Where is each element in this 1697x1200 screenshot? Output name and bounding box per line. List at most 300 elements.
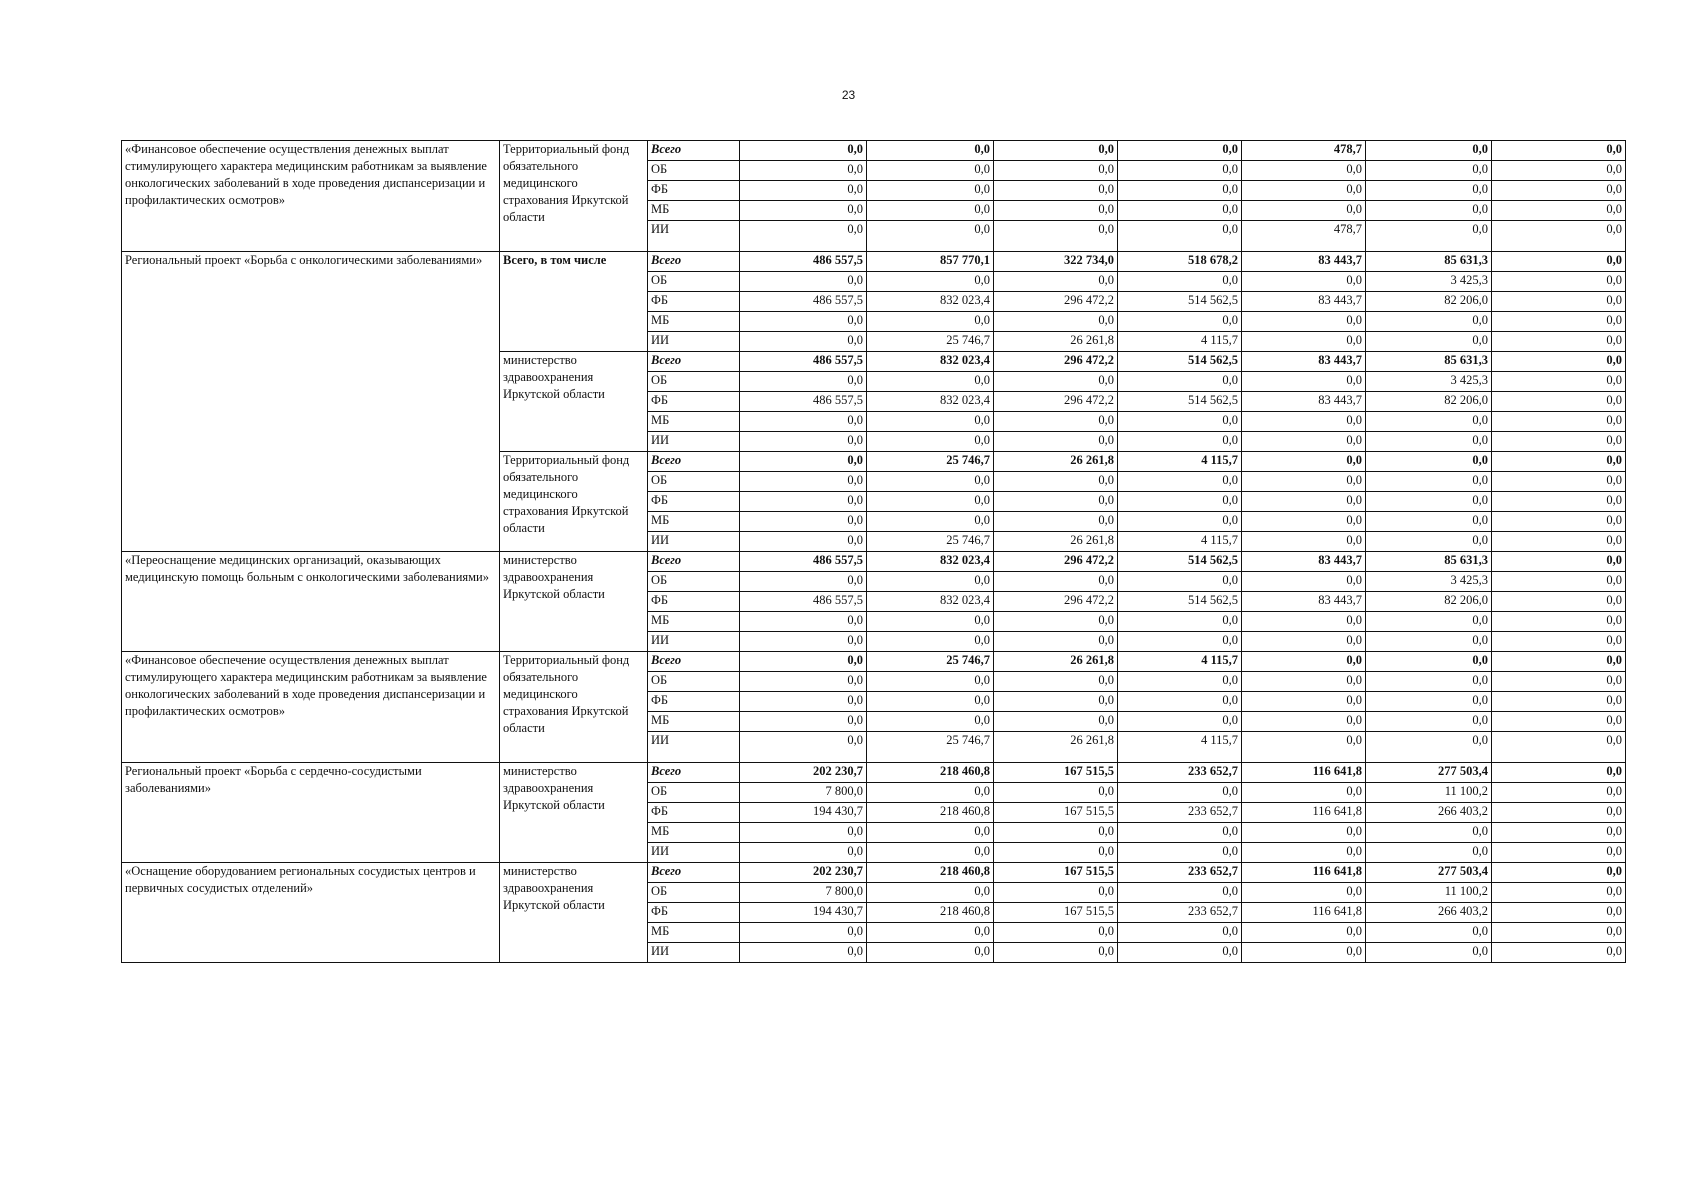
amount-cell: 0,0 — [1118, 201, 1242, 221]
amount-cell: 82 206,0 — [1366, 392, 1492, 412]
amount-cell: 832 023,4 — [867, 552, 994, 572]
amount-cell: 0,0 — [1242, 512, 1366, 532]
amount-cell: 486 557,5 — [740, 392, 867, 412]
amount-cell: 277 503,4 — [1366, 763, 1492, 783]
amount-cell: 0,0 — [994, 492, 1118, 512]
amount-cell: 0,0 — [1242, 332, 1366, 352]
amount-cell: 0,0 — [867, 783, 994, 803]
program-name-cell: Региональный проект «Борьба с сердечно-сосудистыми заболеваниями» — [122, 763, 500, 863]
amount-cell: 0,0 — [867, 632, 994, 652]
executor-cell: министерство здравоохранения Иркутской области — [500, 352, 648, 452]
amount-cell: 0,0 — [1492, 803, 1626, 823]
amount-cell: 0,0 — [1242, 612, 1366, 632]
funding-source-cell: ИИ — [648, 432, 740, 452]
amount-cell: 11 100,2 — [1366, 883, 1492, 903]
amount-cell: 25 746,7 — [867, 652, 994, 672]
amount-cell: 0,0 — [1492, 181, 1626, 201]
amount-cell: 0,0 — [1366, 221, 1492, 252]
amount-cell: 0,0 — [1366, 672, 1492, 692]
amount-cell: 0,0 — [867, 312, 994, 332]
amount-cell: 202 230,7 — [740, 863, 867, 883]
amount-cell: 0,0 — [1118, 823, 1242, 843]
amount-cell: 296 472,2 — [994, 292, 1118, 312]
amount-cell: 277 503,4 — [1366, 863, 1492, 883]
amount-cell: 0,0 — [1492, 572, 1626, 592]
funding-source-cell: МБ — [648, 312, 740, 332]
amount-cell: 85 631,3 — [1366, 252, 1492, 272]
amount-cell: 0,0 — [740, 672, 867, 692]
amount-cell: 0,0 — [867, 712, 994, 732]
amount-cell: 0,0 — [740, 652, 867, 672]
amount-cell: 266 403,2 — [1366, 803, 1492, 823]
amount-cell: 0,0 — [1366, 692, 1492, 712]
amount-cell: 514 562,5 — [1118, 552, 1242, 572]
amount-cell: 0,0 — [1492, 412, 1626, 432]
amount-cell: 0,0 — [1118, 472, 1242, 492]
amount-cell: 11 100,2 — [1366, 783, 1492, 803]
amount-cell: 0,0 — [867, 272, 994, 292]
amount-cell: 0,0 — [1366, 432, 1492, 452]
amount-cell: 0,0 — [867, 512, 994, 532]
amount-cell: 0,0 — [867, 923, 994, 943]
amount-cell: 0,0 — [1492, 632, 1626, 652]
amount-cell: 0,0 — [1118, 372, 1242, 392]
amount-cell: 82 206,0 — [1366, 292, 1492, 312]
amount-cell: 0,0 — [1366, 312, 1492, 332]
amount-cell: 296 472,2 — [994, 552, 1118, 572]
amount-cell: 202 230,7 — [740, 763, 867, 783]
table-row — [122, 863, 1626, 883]
amount-cell: 486 557,5 — [740, 252, 867, 272]
amount-cell: 0,0 — [1492, 672, 1626, 692]
amount-cell: 0,0 — [867, 672, 994, 692]
executor-cell: министерство здравоохранения Иркутской области — [500, 552, 648, 652]
amount-cell: 218 460,8 — [867, 763, 994, 783]
amount-cell: 0,0 — [1366, 412, 1492, 432]
funding-source-cell: Всего — [648, 652, 740, 672]
amount-cell: 0,0 — [994, 201, 1118, 221]
amount-cell: 0,0 — [1492, 883, 1626, 903]
amount-cell: 0,0 — [1492, 512, 1626, 532]
amount-cell: 0,0 — [1242, 372, 1366, 392]
amount-cell: 0,0 — [1118, 492, 1242, 512]
amount-cell: 0,0 — [994, 632, 1118, 652]
amount-cell: 0,0 — [994, 221, 1118, 252]
amount-cell: 85 631,3 — [1366, 552, 1492, 572]
funding-source-cell: ФБ — [648, 692, 740, 712]
executor-cell: Территориальный фонд обязательного медицинского страхования Иркутской области — [500, 652, 648, 763]
amount-cell: 0,0 — [1366, 732, 1492, 763]
amount-cell: 0,0 — [1366, 632, 1492, 652]
amount-cell: 0,0 — [1492, 552, 1626, 572]
amount-cell: 0,0 — [1366, 512, 1492, 532]
amount-cell: 0,0 — [1492, 532, 1626, 552]
funding-source-cell: МБ — [648, 512, 740, 532]
amount-cell: 0,0 — [867, 943, 994, 963]
amount-cell: 0,0 — [867, 883, 994, 903]
amount-cell: 83 443,7 — [1242, 392, 1366, 412]
amount-cell: 0,0 — [740, 412, 867, 432]
amount-cell: 25 746,7 — [867, 532, 994, 552]
page-number: 23 — [841, 88, 856, 102]
amount-cell: 0,0 — [1242, 201, 1366, 221]
funding-source-cell: Всего — [648, 352, 740, 372]
funding-source-cell: ФБ — [648, 292, 740, 312]
amount-cell: 0,0 — [740, 161, 867, 181]
table-row — [122, 141, 1626, 161]
amount-cell: 0,0 — [740, 512, 867, 532]
amount-cell: 26 261,8 — [994, 332, 1118, 352]
amount-cell: 7 800,0 — [740, 783, 867, 803]
amount-cell: 26 261,8 — [994, 532, 1118, 552]
amount-cell: 0,0 — [1118, 221, 1242, 252]
amount-cell: 25 746,7 — [867, 732, 994, 763]
amount-cell: 0,0 — [1242, 161, 1366, 181]
funding-source-cell: Всего — [648, 552, 740, 572]
amount-cell: 0,0 — [994, 783, 1118, 803]
funding-source-cell: Всего — [648, 141, 740, 161]
amount-cell: 167 515,5 — [994, 863, 1118, 883]
amount-cell: 0,0 — [740, 612, 867, 632]
amount-cell: 0,0 — [1492, 943, 1626, 963]
amount-cell: 167 515,5 — [994, 903, 1118, 923]
amount-cell: 0,0 — [1366, 843, 1492, 863]
amount-cell: 0,0 — [1118, 923, 1242, 943]
amount-cell: 514 562,5 — [1118, 592, 1242, 612]
amount-cell: 0,0 — [994, 372, 1118, 392]
amount-cell: 0,0 — [740, 923, 867, 943]
amount-cell: 0,0 — [994, 612, 1118, 632]
amount-cell: 3 425,3 — [1366, 572, 1492, 592]
funding-source-cell: ИИ — [648, 332, 740, 352]
amount-cell: 218 460,8 — [867, 863, 994, 883]
amount-cell: 0,0 — [994, 432, 1118, 452]
amount-cell: 0,0 — [740, 532, 867, 552]
amount-cell: 296 472,2 — [994, 352, 1118, 372]
amount-cell: 85 631,3 — [1366, 352, 1492, 372]
amount-cell: 167 515,5 — [994, 763, 1118, 783]
amount-cell: 0,0 — [1242, 272, 1366, 292]
amount-cell: 0,0 — [867, 492, 994, 512]
funding-source-cell: ИИ — [648, 532, 740, 552]
amount-cell: 0,0 — [1242, 312, 1366, 332]
amount-cell: 0,0 — [1492, 903, 1626, 923]
funding-source-cell: Всего — [648, 452, 740, 472]
amount-cell: 0,0 — [740, 712, 867, 732]
amount-cell: 0,0 — [740, 372, 867, 392]
amount-cell: 0,0 — [740, 632, 867, 652]
amount-cell: 0,0 — [740, 141, 867, 161]
amount-cell: 0,0 — [867, 472, 994, 492]
amount-cell: 0,0 — [1118, 161, 1242, 181]
program-name-cell: «Финансовое обеспечение осуществления денежных выплат стимулирующего характера медицинским работникам за выявление онкологических заболеваний в ходе проведения диспансеризации и профилактических осмотров» — [122, 652, 500, 763]
amount-cell: 0,0 — [994, 272, 1118, 292]
table-row — [122, 763, 1626, 783]
funding-source-cell: МБ — [648, 201, 740, 221]
funding-source-cell: ФБ — [648, 803, 740, 823]
funding-source-cell: ИИ — [648, 943, 740, 963]
amount-cell: 82 206,0 — [1366, 592, 1492, 612]
amount-cell: 0,0 — [1242, 843, 1366, 863]
amount-cell: 4 115,7 — [1118, 452, 1242, 472]
amount-cell: 0,0 — [1242, 532, 1366, 552]
amount-cell: 0,0 — [1492, 452, 1626, 472]
table-row — [122, 252, 1626, 272]
amount-cell: 0,0 — [867, 221, 994, 252]
amount-cell: 218 460,8 — [867, 903, 994, 923]
funding-source-cell: МБ — [648, 412, 740, 432]
program-name-cell: «Оснащение оборудованием региональных сосудистых центров и первичных сосудистых отделений» — [122, 863, 500, 963]
amount-cell: 116 641,8 — [1242, 803, 1366, 823]
amount-cell: 167 515,5 — [994, 803, 1118, 823]
amount-cell: 0,0 — [1366, 201, 1492, 221]
funding-source-cell: МБ — [648, 712, 740, 732]
amount-cell: 116 641,8 — [1242, 863, 1366, 883]
amount-cell: 514 562,5 — [1118, 352, 1242, 372]
amount-cell: 0,0 — [1118, 672, 1242, 692]
amount-cell: 0,0 — [1366, 492, 1492, 512]
amount-cell: 0,0 — [1242, 572, 1366, 592]
amount-cell: 3 425,3 — [1366, 272, 1492, 292]
amount-cell: 116 641,8 — [1242, 763, 1366, 783]
amount-cell: 0,0 — [740, 181, 867, 201]
amount-cell: 0,0 — [1492, 312, 1626, 332]
amount-cell: 233 652,7 — [1118, 903, 1242, 923]
amount-cell: 857 770,1 — [867, 252, 994, 272]
amount-cell: 0,0 — [1492, 863, 1626, 883]
amount-cell: 0,0 — [1242, 652, 1366, 672]
amount-cell: 0,0 — [1242, 783, 1366, 803]
funding-source-cell: МБ — [648, 923, 740, 943]
amount-cell: 83 443,7 — [1242, 292, 1366, 312]
amount-cell: 296 472,2 — [994, 592, 1118, 612]
amount-cell: 0,0 — [740, 201, 867, 221]
amount-cell: 0,0 — [994, 923, 1118, 943]
amount-cell: 26 261,8 — [994, 452, 1118, 472]
funding-source-cell: ИИ — [648, 732, 740, 763]
amount-cell: 832 023,4 — [867, 592, 994, 612]
amount-cell: 4 115,7 — [1118, 732, 1242, 763]
amount-cell: 194 430,7 — [740, 803, 867, 823]
amount-cell: 514 562,5 — [1118, 392, 1242, 412]
amount-cell: 25 746,7 — [867, 452, 994, 472]
funding-source-cell: ОБ — [648, 572, 740, 592]
table-row — [122, 552, 1626, 572]
amount-cell: 0,0 — [867, 692, 994, 712]
amount-cell: 0,0 — [1118, 612, 1242, 632]
amount-cell: 0,0 — [1492, 432, 1626, 452]
amount-cell: 486 557,5 — [740, 292, 867, 312]
amount-cell: 0,0 — [1242, 943, 1366, 963]
amount-cell: 233 652,7 — [1118, 863, 1242, 883]
funding-source-cell: ОБ — [648, 272, 740, 292]
amount-cell: 0,0 — [740, 452, 867, 472]
executor-cell: Всего, в том числе — [500, 252, 648, 352]
amount-cell: 0,0 — [1492, 783, 1626, 803]
amount-cell: 266 403,2 — [1366, 903, 1492, 923]
amount-cell: 486 557,5 — [740, 352, 867, 372]
amount-cell: 0,0 — [867, 181, 994, 201]
amount-cell: 0,0 — [1366, 452, 1492, 472]
amount-cell: 0,0 — [994, 883, 1118, 903]
funding-source-cell: ФБ — [648, 392, 740, 412]
amount-cell: 0,0 — [1366, 923, 1492, 943]
amount-cell: 0,0 — [1366, 332, 1492, 352]
amount-cell: 0,0 — [994, 712, 1118, 732]
amount-cell: 0,0 — [740, 221, 867, 252]
amount-cell: 832 023,4 — [867, 292, 994, 312]
amount-cell: 0,0 — [994, 181, 1118, 201]
amount-cell: 0,0 — [994, 823, 1118, 843]
amount-cell: 0,0 — [740, 692, 867, 712]
amount-cell: 83 443,7 — [1242, 592, 1366, 612]
amount-cell: 0,0 — [1118, 312, 1242, 332]
amount-cell: 0,0 — [994, 312, 1118, 332]
amount-cell: 233 652,7 — [1118, 763, 1242, 783]
program-name-cell: «Переоснащение медицинских организаций, оказывающих медицинскую помощь больным с онкологическими заболеваниями» — [122, 552, 500, 652]
amount-cell: 0,0 — [1366, 472, 1492, 492]
executor-cell: министерство здравоохранения Иркутской области — [500, 763, 648, 863]
amount-cell: 0,0 — [1118, 141, 1242, 161]
amount-cell: 4 115,7 — [1118, 652, 1242, 672]
funding-source-cell: ОБ — [648, 161, 740, 181]
amount-cell: 0,0 — [740, 492, 867, 512]
amount-cell: 0,0 — [994, 572, 1118, 592]
amount-cell: 0,0 — [1492, 652, 1626, 672]
amount-cell: 26 261,8 — [994, 732, 1118, 763]
funding-source-cell: ФБ — [648, 903, 740, 923]
amount-cell: 0,0 — [867, 372, 994, 392]
amount-cell: 0,0 — [867, 432, 994, 452]
amount-cell: 218 460,8 — [867, 803, 994, 823]
executor-cell: Территориальный фонд обязательного медицинского страхования Иркутской области — [500, 141, 648, 252]
amount-cell: 0,0 — [1492, 923, 1626, 943]
amount-cell: 0,0 — [994, 943, 1118, 963]
funding-source-cell: Всего — [648, 763, 740, 783]
amount-cell: 514 562,5 — [1118, 292, 1242, 312]
funding-source-cell: ИИ — [648, 632, 740, 652]
amount-cell: 0,0 — [1492, 763, 1626, 783]
amount-cell: 0,0 — [1118, 412, 1242, 432]
amount-cell: 0,0 — [867, 201, 994, 221]
amount-cell: 0,0 — [867, 161, 994, 181]
amount-cell: 0,0 — [1118, 512, 1242, 532]
amount-cell: 0,0 — [1492, 712, 1626, 732]
amount-cell: 0,0 — [994, 672, 1118, 692]
funding-source-cell: ФБ — [648, 492, 740, 512]
amount-cell: 4 115,7 — [1118, 532, 1242, 552]
amount-cell: 0,0 — [1242, 923, 1366, 943]
amount-cell: 486 557,5 — [740, 592, 867, 612]
amount-cell: 478,7 — [1242, 221, 1366, 252]
amount-cell: 116 641,8 — [1242, 903, 1366, 923]
amount-cell: 0,0 — [740, 472, 867, 492]
amount-cell: 83 443,7 — [1242, 552, 1366, 572]
amount-cell: 0,0 — [1492, 612, 1626, 632]
funding-source-cell: ОБ — [648, 672, 740, 692]
amount-cell: 0,0 — [1366, 612, 1492, 632]
amount-cell: 518 678,2 — [1118, 252, 1242, 272]
amount-cell: 0,0 — [1492, 472, 1626, 492]
funding-source-cell: ОБ — [648, 472, 740, 492]
amount-cell: 0,0 — [867, 843, 994, 863]
amount-cell: 0,0 — [1492, 592, 1626, 612]
executor-cell: Территориальный фонд обязательного медицинского страхования Иркутской области — [500, 452, 648, 552]
funding-source-cell: Всего — [648, 863, 740, 883]
amount-cell: 0,0 — [1366, 181, 1492, 201]
funding-source-cell: ФБ — [648, 592, 740, 612]
amount-cell: 0,0 — [1492, 221, 1626, 252]
funding-source-cell: МБ — [648, 612, 740, 632]
budget-table — [121, 140, 1626, 963]
amount-cell: 0,0 — [1366, 161, 1492, 181]
amount-cell: 322 734,0 — [994, 252, 1118, 272]
amount-cell: 0,0 — [1492, 823, 1626, 843]
amount-cell: 0,0 — [1118, 572, 1242, 592]
amount-cell: 0,0 — [1492, 141, 1626, 161]
amount-cell: 0,0 — [740, 272, 867, 292]
amount-cell: 0,0 — [1242, 632, 1366, 652]
amount-cell: 0,0 — [1242, 672, 1366, 692]
amount-cell: 0,0 — [1242, 412, 1366, 432]
amount-cell: 0,0 — [1242, 472, 1366, 492]
amount-cell: 486 557,5 — [740, 552, 867, 572]
amount-cell: 0,0 — [867, 612, 994, 632]
amount-cell: 0,0 — [1118, 432, 1242, 452]
amount-cell: 0,0 — [1118, 943, 1242, 963]
amount-cell: 832 023,4 — [867, 352, 994, 372]
executor-cell: министерство здравоохранения Иркутской области — [500, 863, 648, 963]
amount-cell: 0,0 — [1242, 432, 1366, 452]
amount-cell: 233 652,7 — [1118, 803, 1242, 823]
amount-cell: 0,0 — [1242, 692, 1366, 712]
amount-cell: 0,0 — [1242, 712, 1366, 732]
amount-cell: 0,0 — [867, 823, 994, 843]
amount-cell: 0,0 — [1492, 392, 1626, 412]
amount-cell: 26 261,8 — [994, 652, 1118, 672]
amount-cell: 0,0 — [994, 472, 1118, 492]
amount-cell: 0,0 — [867, 572, 994, 592]
amount-cell: 0,0 — [1492, 201, 1626, 221]
amount-cell: 478,7 — [1242, 141, 1366, 161]
amount-cell: 0,0 — [740, 732, 867, 763]
amount-cell: 4 115,7 — [1118, 332, 1242, 352]
funding-source-cell: ФБ — [648, 181, 740, 201]
amount-cell: 0,0 — [1118, 883, 1242, 903]
amount-cell: 0,0 — [1492, 332, 1626, 352]
amount-cell: 0,0 — [1492, 161, 1626, 181]
amount-cell: 0,0 — [1492, 492, 1626, 512]
amount-cell: 0,0 — [1118, 632, 1242, 652]
amount-cell: 0,0 — [1118, 272, 1242, 292]
amount-cell: 0,0 — [1492, 352, 1626, 372]
amount-cell: 0,0 — [994, 412, 1118, 432]
amount-cell: 0,0 — [1366, 532, 1492, 552]
amount-cell: 0,0 — [1366, 141, 1492, 161]
program-name-cell: «Финансовое обеспечение осуществления денежных выплат стимулирующего характера медицинским работникам за выявление онкологических заболеваний в ходе проведения диспансеризации и профилактических осмотров» — [122, 141, 500, 252]
amount-cell: 7 800,0 — [740, 883, 867, 903]
amount-cell: 0,0 — [740, 823, 867, 843]
amount-cell: 0,0 — [1492, 732, 1626, 763]
amount-cell: 25 746,7 — [867, 332, 994, 352]
amount-cell: 0,0 — [994, 141, 1118, 161]
amount-cell: 832 023,4 — [867, 392, 994, 412]
amount-cell: 0,0 — [740, 572, 867, 592]
amount-cell: 0,0 — [740, 332, 867, 352]
amount-cell: 0,0 — [1118, 181, 1242, 201]
amount-cell: 0,0 — [740, 432, 867, 452]
amount-cell: 0,0 — [1492, 292, 1626, 312]
